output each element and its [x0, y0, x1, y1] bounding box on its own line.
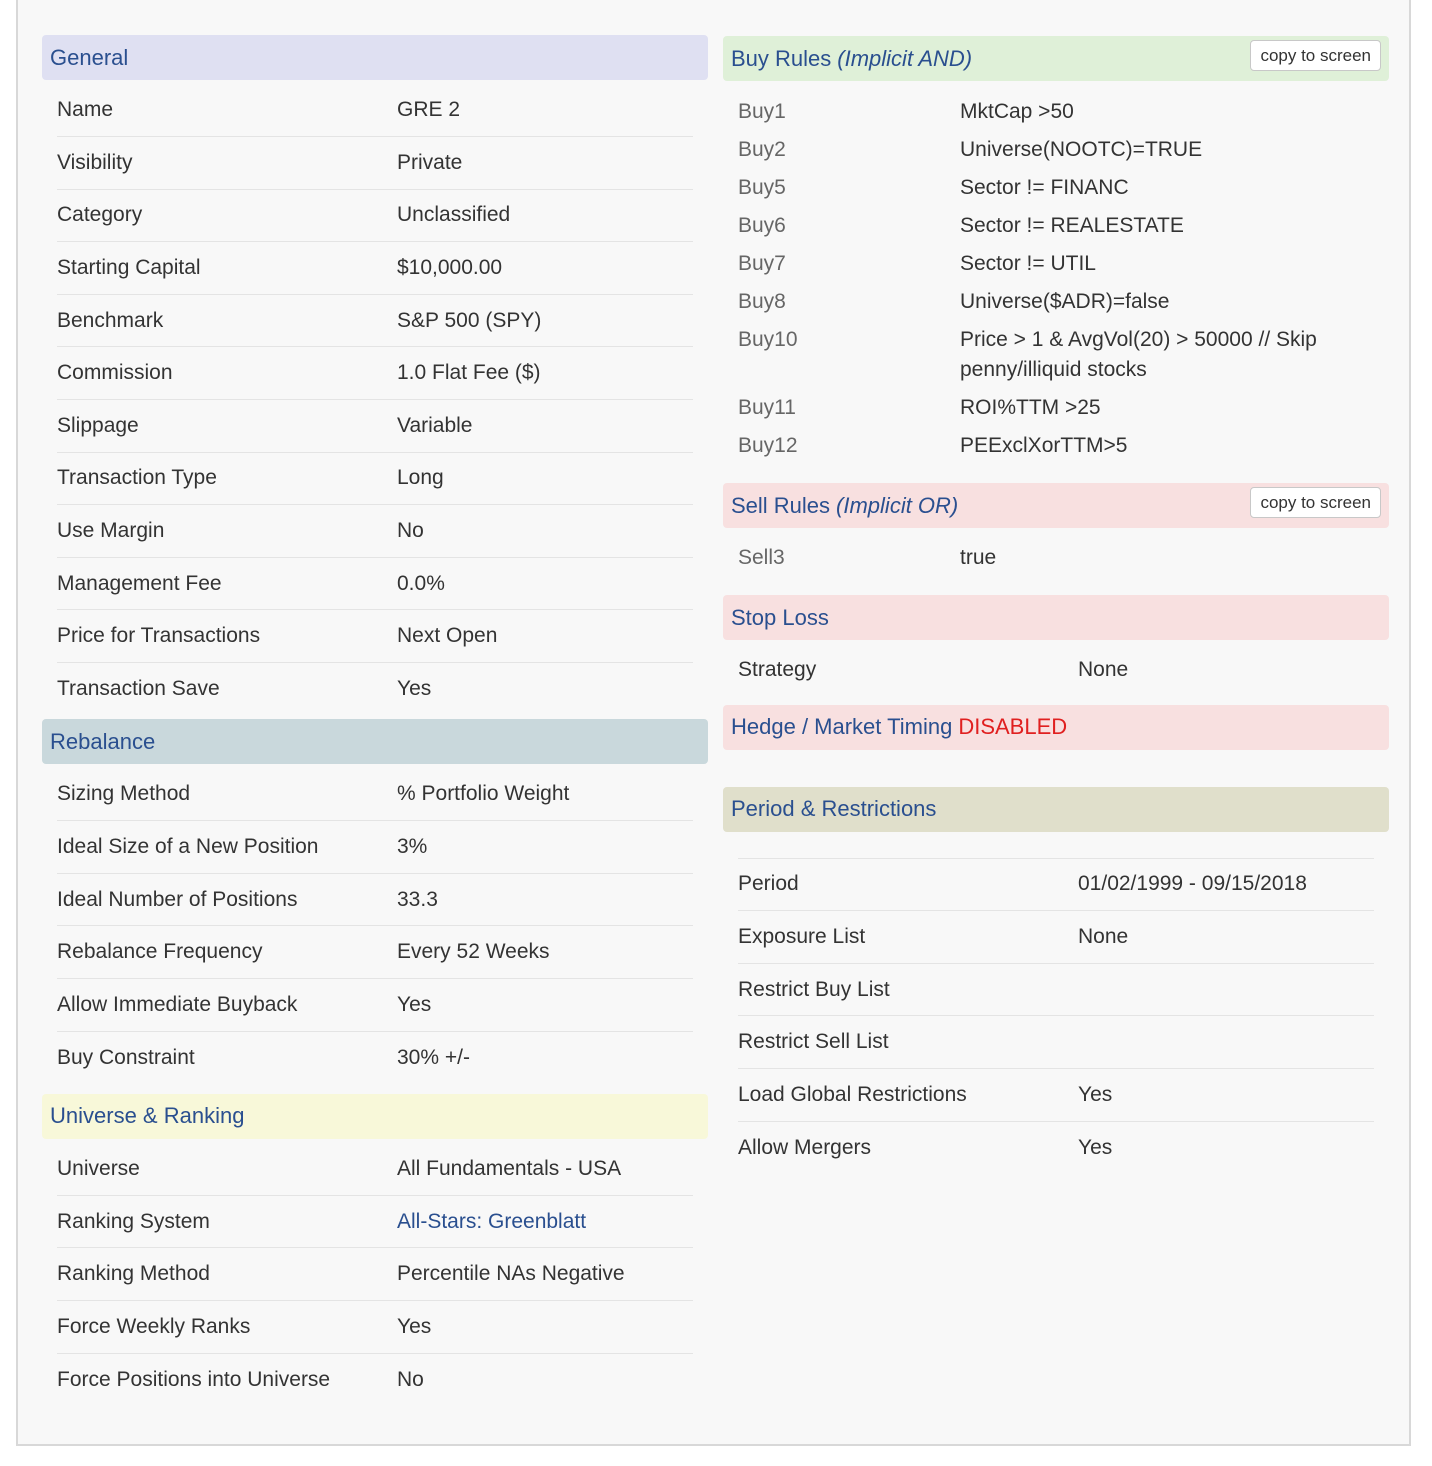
row-label: Load Global Restrictions	[738, 1068, 1078, 1121]
table-row	[738, 539, 1374, 577]
hedge-status-badge: DISABLED	[958, 714, 1068, 740]
row-label: Allow Immediate Buyback	[57, 979, 397, 1032]
rule-formula: Price > 1 & AvgVol(20) > 50000 // Skip penny/illiquid stocks	[960, 328, 1317, 381]
table-row	[738, 389, 1374, 427]
rule-id: Buy10	[738, 328, 798, 351]
hedge-title: Hedge / Market Timing	[731, 714, 953, 740]
rule-formula: PEExclXorTTM>5	[960, 434, 1128, 457]
rule-formula: true	[960, 546, 997, 569]
row-value: GRE 2	[397, 98, 461, 122]
row-value: Unclassified	[397, 189, 693, 242]
row-value: None	[1078, 658, 1129, 682]
table-row	[57, 137, 693, 190]
universe-table	[57, 1143, 693, 1406]
rebalance-table	[57, 768, 693, 1084]
table-row	[738, 207, 1374, 245]
table-row	[57, 452, 693, 505]
row-value: None	[1078, 911, 1374, 964]
table-row	[57, 821, 693, 874]
row-label: Buy Constraint	[57, 1031, 397, 1084]
buy-rules-qualifier: (Implicit AND)	[837, 45, 973, 71]
table-row	[738, 283, 1374, 321]
rebalance-title: Rebalance	[50, 728, 156, 754]
table-row	[57, 1031, 693, 1084]
row-label: Force Positions into Universe	[57, 1353, 397, 1406]
row-value: Percentile NAs Negative	[397, 1248, 693, 1301]
table-row	[57, 873, 693, 926]
row-label: Use Margin	[57, 505, 397, 558]
sell-rules-header	[723, 483, 1389, 528]
row-label: Transaction Save	[57, 663, 397, 716]
rule-formula: Universe($ADR)=false	[960, 290, 1170, 313]
buy-copy-to-screen-button[interactable]: copy to screen	[1250, 40, 1381, 71]
table-row	[738, 911, 1374, 964]
row-value	[1078, 963, 1374, 1016]
table-row	[57, 84, 693, 137]
general-title: General	[50, 44, 129, 70]
row-value: Next Open	[397, 610, 693, 663]
row-label: Sizing Method	[57, 782, 191, 806]
row-label: Starting Capital	[57, 242, 397, 295]
row-label: Benchmark	[57, 294, 397, 347]
row-value: Yes	[397, 663, 693, 716]
table-row	[57, 189, 693, 242]
buy-rules-header	[723, 36, 1389, 81]
table-row	[738, 245, 1374, 283]
rule-id: Buy11	[738, 396, 796, 419]
rule-formula: ROI%TTM >25	[960, 396, 1101, 419]
rule-formula: Sector != REALESTATE	[960, 214, 1184, 237]
row-label: Ideal Number of Positions	[57, 873, 397, 926]
table-row	[738, 427, 1374, 465]
row-label: Allow Mergers	[738, 1121, 1078, 1174]
row-value: 33.3	[397, 873, 693, 926]
table-row	[738, 858, 1374, 911]
row-value: Yes	[397, 979, 693, 1032]
left-column	[42, 35, 708, 1406]
rule-id: Sell3	[738, 546, 785, 569]
row-label: Ranking System	[57, 1195, 397, 1248]
table-row	[738, 1121, 1374, 1174]
row-value: Variable	[397, 400, 693, 453]
stop-loss-header	[723, 595, 1389, 640]
table-row	[738, 169, 1374, 207]
row-label: Universe	[57, 1156, 140, 1180]
row-label: Exposure List	[738, 911, 1078, 964]
table-row	[738, 963, 1374, 1016]
row-label: Name	[57, 98, 114, 122]
table-row	[738, 1068, 1374, 1121]
period-table	[738, 858, 1374, 1174]
rule-id: Buy12	[738, 434, 798, 457]
strategy-summary-panel	[16, 0, 1411, 1446]
row-value	[1078, 1016, 1374, 1069]
table-row	[738, 644, 1374, 697]
row-value: 1.0 Flat Fee ($)	[397, 347, 693, 400]
table-row	[57, 505, 693, 558]
rule-id: Buy7	[738, 252, 786, 275]
table-row	[738, 93, 1374, 131]
table-row	[57, 1143, 693, 1196]
row-label: Restrict Sell List	[738, 1016, 1078, 1069]
row-value: Private	[397, 137, 693, 190]
table-row	[57, 768, 693, 821]
table-row	[57, 242, 693, 295]
row-value: % Portfolio Weight	[397, 782, 570, 806]
right-column	[723, 35, 1389, 1174]
table-row	[57, 926, 693, 979]
universe-title: Universe & Ranking	[50, 1103, 245, 1129]
table-row	[57, 610, 693, 663]
rule-id: Buy2	[738, 138, 786, 161]
universe-header	[42, 1094, 708, 1139]
row-label: Rebalance Frequency	[57, 926, 397, 979]
general-table	[57, 84, 693, 715]
row-value: 30% +/-	[397, 1031, 693, 1084]
hedge-header	[723, 705, 1389, 750]
table-row	[57, 1248, 693, 1301]
row-label: Management Fee	[57, 557, 397, 610]
row-label: Visibility	[57, 137, 397, 190]
rule-id: Buy1	[738, 100, 786, 123]
stop-loss-title: Stop Loss	[731, 604, 829, 630]
table-row	[738, 321, 1374, 389]
row-label: Category	[57, 189, 397, 242]
table-row	[738, 131, 1374, 169]
row-label: Slippage	[57, 400, 397, 453]
row-value: No	[397, 505, 693, 558]
rule-formula: MktCap >50	[960, 100, 1074, 123]
period-title: Period & Restrictions	[731, 796, 937, 822]
row-value: 0.0%	[397, 557, 693, 610]
rule-formula: Sector != FINANC	[960, 176, 1129, 199]
row-value: No	[397, 1353, 693, 1406]
rule-id: Buy5	[738, 176, 786, 199]
rule-formula: Universe(NOOTC)=TRUE	[960, 138, 1203, 161]
table-row	[57, 557, 693, 610]
table-row	[57, 979, 693, 1032]
row-value: Yes	[1078, 1121, 1374, 1174]
table-row	[57, 347, 693, 400]
rule-id: Buy8	[738, 290, 786, 313]
row-value: 01/02/1999 - 09/15/2018	[1078, 858, 1374, 911]
row-label: Price for Transactions	[57, 610, 397, 663]
sell-copy-to-screen-button[interactable]: copy to screen	[1250, 487, 1381, 518]
period-header	[723, 787, 1389, 832]
row-value: 3%	[397, 821, 693, 874]
table-row	[57, 663, 693, 716]
row-label: Force Weekly Ranks	[57, 1300, 397, 1353]
buy-rules-table	[738, 93, 1374, 465]
table-row	[57, 1353, 693, 1406]
sell-rules-title: Sell Rules	[731, 492, 831, 518]
general-header	[42, 35, 708, 80]
row-value: Every 52 Weeks	[397, 926, 693, 979]
row-label: Period	[738, 858, 1078, 911]
table-row	[57, 1195, 693, 1248]
row-value: Long	[397, 452, 693, 505]
row-label: Restrict Buy List	[738, 963, 1078, 1016]
rule-id: Buy6	[738, 214, 786, 237]
row-label: Ideal Size of a New Position	[57, 821, 397, 874]
row-value: Yes	[397, 1300, 693, 1353]
ranking-system-link[interactable]: All-Stars: Greenblatt	[397, 1209, 587, 1233]
buy-rules-title: Buy Rules	[731, 45, 832, 71]
row-value: S&P 500 (SPY)	[397, 294, 693, 347]
row-value: All Fundamentals - USA	[397, 1156, 622, 1180]
table-row	[57, 400, 693, 453]
table-row	[738, 1016, 1374, 1069]
row-label: Ranking Method	[57, 1248, 397, 1301]
rule-formula: Sector != UTIL	[960, 252, 1096, 275]
table-row	[57, 1300, 693, 1353]
row-value: $10,000.00	[397, 242, 693, 295]
sell-rules-qualifier: (Implicit OR)	[836, 492, 959, 518]
table-row	[57, 294, 693, 347]
stop-loss-table	[738, 644, 1374, 697]
row-label: Strategy	[738, 658, 817, 682]
row-label: Commission	[57, 347, 397, 400]
row-label: Transaction Type	[57, 452, 397, 505]
row-value: Yes	[1078, 1068, 1374, 1121]
sell-rules-table	[738, 539, 1374, 577]
rebalance-header	[42, 719, 708, 764]
